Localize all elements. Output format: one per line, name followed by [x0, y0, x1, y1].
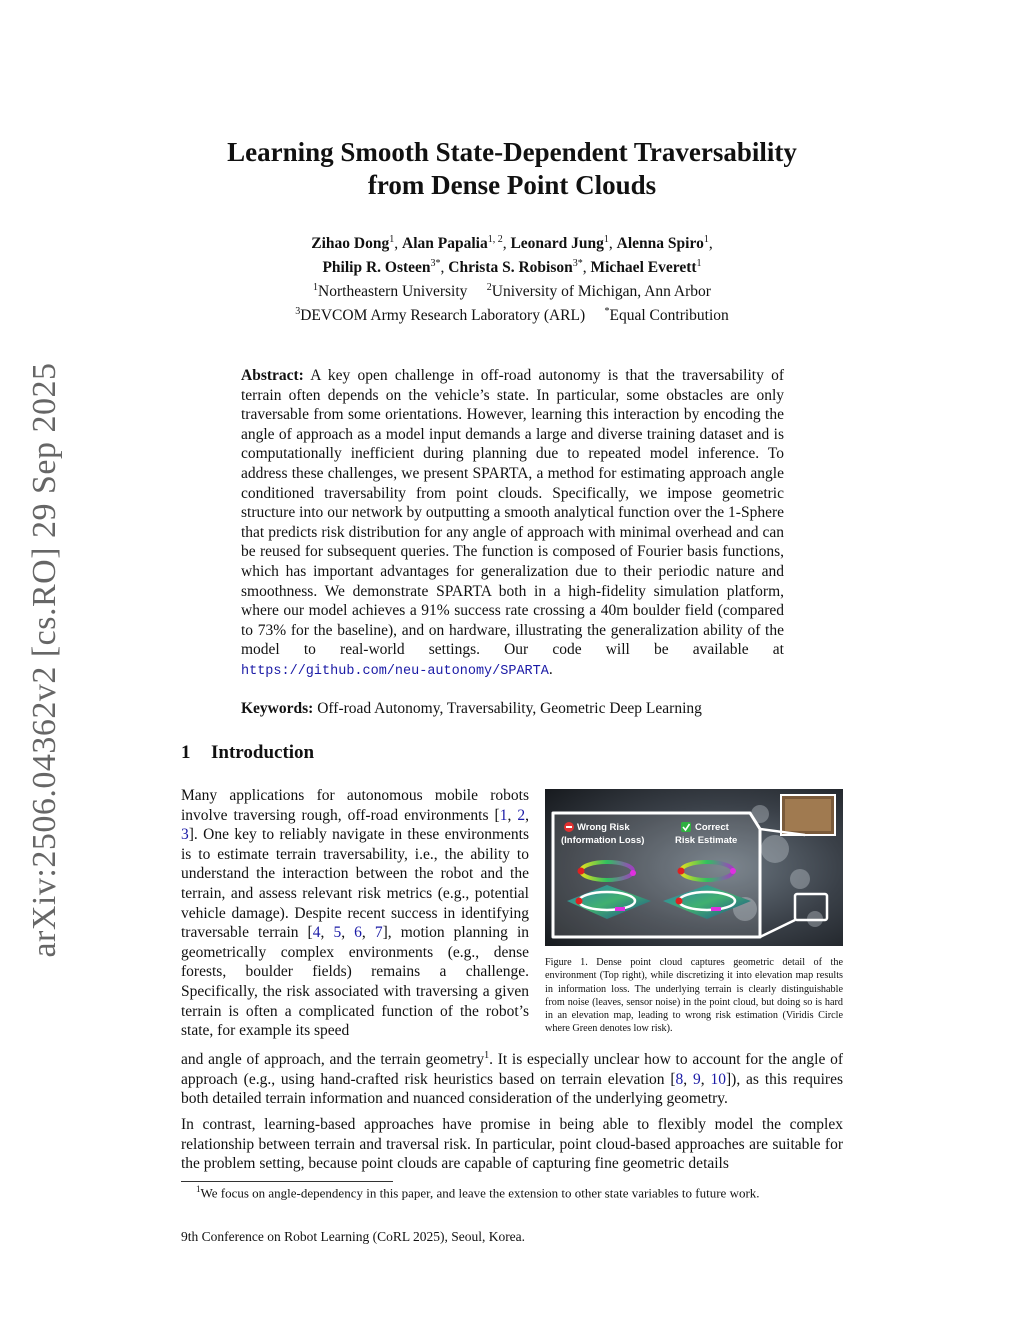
citation-link[interactable]: 3 — [181, 826, 189, 844]
abstract-end: . — [548, 660, 553, 678]
title-line-1: Learning Smooth State-Dependent Traversability — [227, 137, 797, 167]
intro-text: Many applications for autonomous mobile robots involve traversing rough, off-road environments [ — [181, 787, 529, 824]
affiliation: DEVCOM Army Research Laboratory (ARL) — [300, 307, 586, 325]
author-affil: 1, 2 — [487, 234, 503, 245]
section-heading — [181, 742, 314, 764]
author-name: Alenna Spiro — [616, 235, 704, 253]
affil-num: 2 — [486, 282, 492, 294]
citation-link[interactable]: 2 — [517, 806, 526, 824]
arxiv-identifier: arXiv:2506.04362v2 [cs.RO] 29 Sep 2025 — [26, 362, 63, 958]
wrong-sublabel: (Information Loss) — [561, 835, 645, 846]
footnote-rule — [181, 1181, 393, 1182]
wrong-label: Wrong Risk — [577, 822, 630, 833]
author-affil: 1 — [389, 234, 395, 245]
author-name: Michael Everett — [590, 259, 697, 277]
abstract-text: A key open challenge in off-road autonomy is that the traversability of terrain often depends on the vehicle’s state. In particular, some obstacles are only traversable from some orientations. However, learning this interaction by encoding the angle of approach as a model input demands a large and diverse training dataset and is computationally inefficient during planning due to repeated model inference. To address these challenges, we present SPARTA, a method for estimating approach angle conditioned traversability from point clouds. Specifically, we impose geometric structure into our network by outputting a smooth analytical function over the 1-Sphere that predicts risk distribution for any angle of approach with minimal overhead and can be reused for subsequent queries. The function is composed of Fourier basis functions, which has important advantages for generalization due to their periodic nature and smoothness. We demonstrate SPARTA both in a high-fidelity simulation platform, where our model achieves a 91% success rate crossing a 40m boulder field (compared to 73% for the baseline), and on hardware, illustrating the generalization ability of the model to real-world settings. Our code will be available at — [241, 367, 784, 659]
affil-num: * — [604, 306, 610, 318]
author-name: Alan Papalia — [402, 235, 488, 253]
correct-sublabel: Risk Estimate — [675, 835, 738, 846]
author-name: Zihao Dong — [311, 235, 390, 253]
section-title: Introduction — [211, 742, 315, 763]
footnote-text: We focus on angle-dependency in this paper, and leave the extension to other state variables to future work. — [200, 1185, 760, 1201]
intro-paragraph-column: Many applications for autonomous mobile robots involve traversing rough, off-road environments [1, 2, 3]. One key to reliably navigate in these environments is to estimate terrain traversability, i.e., the ability to understand the interaction between the robot and the terrain, and assess relevant risk metrics (e.g., potential vehicle damage). Despite recent success in identifying traversable terrain [4, 5, 6, 7], motion planning in geometrically complex environments (e.g., dense forests, boulder fields) remains a challenge. Specifically, the risk associated with traversing a given terrain is often a complicated function of the robot’s state, for example its speed — [181, 787, 530, 1040]
intro-text: ], motion planning in geometrically complex environments (e.g., dense forests, boulder fields) remains a challenge. Specifically, the risk associated with traversing a given terrain is often a complicated function of the robot’s state, for example its speed — [181, 924, 530, 1040]
citation-link[interactable]: 1 — [499, 806, 508, 824]
affiliation: Equal Contribution — [609, 307, 729, 325]
footnote-ref[interactable]: 1 — [484, 1050, 490, 1061]
citation-link[interactable]: 6 — [354, 924, 362, 942]
intro-text: ]. One key to reliably navigate in these environments is to estimate terrain traversability, i.e., the ability to understand the interaction between the robot and the terrain, and assess relevant risk metrics (e.g., potential vehicle damage). Despite recent success in identifying traversable terrain [ — [181, 826, 529, 942]
citation-link[interactable]: 4 — [312, 924, 321, 942]
author-affil: 3* — [430, 258, 441, 270]
author-name: Christa S. Robison — [448, 259, 573, 277]
figure-1-image — [545, 789, 843, 946]
affil-num: 1 — [313, 282, 319, 294]
footnote-number: 1 — [196, 1184, 201, 1194]
author-affil: 1 — [696, 258, 702, 270]
figure-illustration — [545, 789, 843, 946]
affiliation: University of Michigan, Ann Arbor — [491, 283, 711, 301]
keywords-text: Off-road Autonomy, Traversability, Geometric Deep Learning — [317, 700, 702, 717]
author-line-2: Philip R. Osteen$^{3*}$, Christa S. Robison$^{3*}$, Michael Everett$^1$ — [322, 258, 702, 277]
author-block — [120, 230, 904, 327]
arxiv-sidebar — [0, 0, 90, 1325]
intro-text: . It is especially unclear how to account for the angle of approach (e.g., using hand-crafted risk heuristics based on terrain elevation [ — [181, 1051, 843, 1088]
citation-link[interactable]: 7 — [374, 924, 383, 942]
keywords — [241, 700, 801, 718]
citation-link[interactable]: 5 — [333, 924, 342, 942]
author-affil: 1 — [703, 234, 709, 245]
author-line-1: Zihao Dong$^1$, Alan Papalia$^{1, 2}$, Leonard Jung$^1$, Alenna Spiro$^1$, — [311, 234, 713, 253]
conference-footer: 9th Conference on Robot Learning (CoRL 2025), Seoul, Korea. — [181, 1229, 526, 1244]
affiliation: Northeastern University — [318, 283, 468, 301]
paragraph-2: In contrast, learning-based approaches have promise in being able to flexibly model the complex relationship between terrain and traversal risk. In particular, point cloud-based approaches are suitable for the problem setting, because point clouds are capable of capturing fine geometric details — [181, 1116, 843, 1173]
affiliation-line-1 — [120, 278, 904, 302]
author-name: Philip R. Osteen — [322, 259, 431, 277]
affiliation-line-2 — [120, 302, 904, 326]
citation-link[interactable]: 10 — [710, 1070, 726, 1088]
author-affil: 1 — [603, 234, 609, 245]
figure-1-caption: Figure 1. Dense point cloud captures geometric detail of the environment (Top right), while discretizing it into elevation map results in information loss. The underlying terrain is clearly distinguishable from noise (leaves, sensor noise) in the point cloud, but doing so is hard in an elevation map, leading to wrong risk estimation (Viridis Circle where Green denotes low risk). — [545, 957, 843, 1035]
abstract — [241, 366, 784, 682]
title-line-2: from Dense Point Clouds — [367, 170, 657, 200]
affil-num: 3 — [295, 306, 301, 318]
keywords-label: Keywords: — [241, 700, 314, 717]
author-affil: 3* — [572, 258, 583, 270]
author-name: Leonard Jung — [510, 235, 604, 253]
citation-link[interactable]: 8 — [675, 1070, 684, 1088]
abstract-label: Abstract: — [241, 367, 304, 384]
intro-text: ]), as this requires both detailed terrain information and nuanced consideration of the underlying geometry. — [181, 1070, 843, 1108]
correct-label: Correct — [695, 822, 729, 833]
code-link[interactable]: https://github.com/neu-autonomy/SPARTA — [241, 663, 549, 679]
paper-title — [120, 136, 904, 202]
intro-paragraph-continued: and angle of approach, and the terrain geometry$^1$. It is especially unclear how to account for the angle of approach (e.g., using hand-crafted risk heuristics based on terrain elevation [8, 9, 10]), as this requires both detailed terrain information and nuanced consideration of the underlying geometry. — [181, 1050, 843, 1108]
footnote — [196, 1184, 760, 1201]
citation-link[interactable]: 9 — [693, 1070, 701, 1088]
forest-photo-content — [785, 799, 831, 831]
section-number: 1 — [181, 742, 191, 763]
intro-text: and angle of approach, and the terrain geometry — [181, 1051, 485, 1069]
